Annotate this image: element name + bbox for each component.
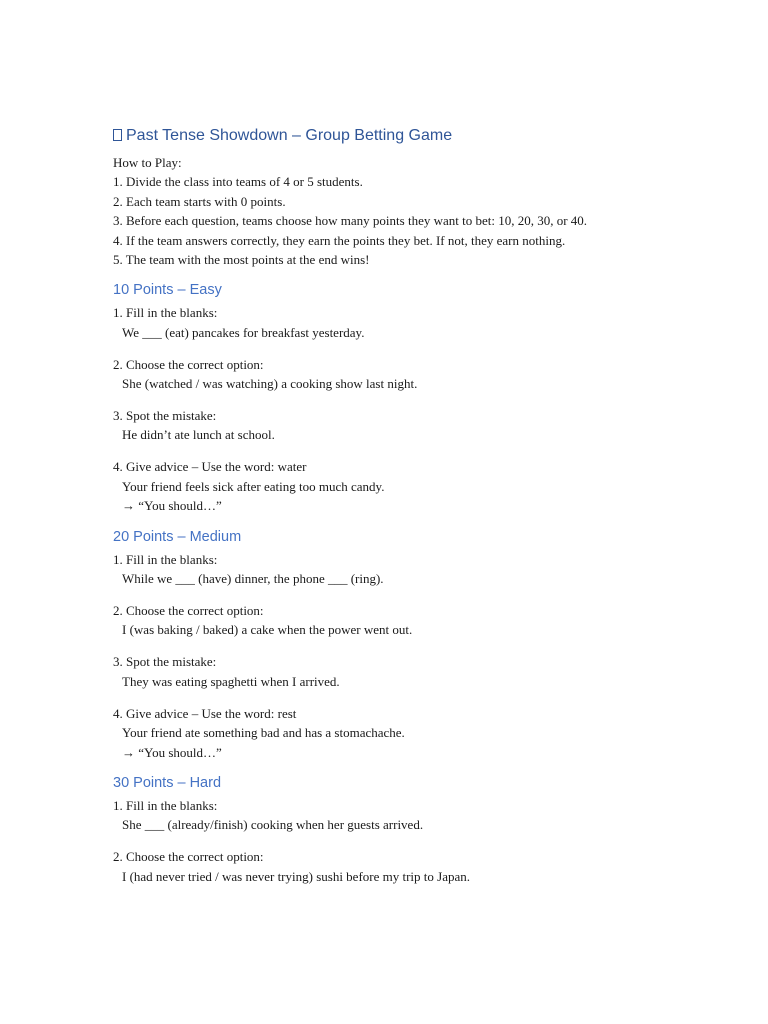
how-to-play-step: 1. Divide the class into teams of 4 or 5 students.	[113, 174, 363, 190]
question-prompt: 4. Give advice – Use the word: water	[113, 459, 307, 475]
question-prompt: 3. Spot the mistake:	[113, 408, 217, 424]
question-prompt: 2. Choose the correct option:	[113, 603, 264, 619]
how-to-play-step: 4. If the team answers correctly, they earn the points they bet. If not, they earn nothing.	[113, 232, 566, 248]
section-easy	[113, 279, 733, 515]
question-text: She ___ (already/finish) cooking when her guests arrived.	[122, 817, 424, 833]
section-heading: 30 Points – Hard	[113, 774, 222, 791]
document-page	[113, 125, 733, 886]
section-heading: 20 Points – Medium	[113, 528, 242, 545]
question-prompt: 4. Give advice – Use the word: rest	[113, 705, 297, 721]
how-to-play-step: 2. Each team starts with 0 points.	[113, 193, 286, 209]
question-text: I (had never tried / was never trying) sushi before my trip to Japan.	[122, 868, 471, 884]
question-text: They was eating spaghetti when I arrived.	[122, 673, 340, 689]
how-to-play-step: 3. Before each question, teams choose how many points they want to bet: 10, 20, 30, or 40.	[113, 213, 588, 229]
question-prompt: 1. Fill in the blanks:	[113, 305, 218, 321]
section-hard	[113, 772, 733, 886]
question-text: → “You should…”	[122, 498, 222, 514]
question-text: We ___ (eat) pancakes for breakfast yesterday.	[122, 324, 365, 340]
question-prompt: 1. Fill in the blanks:	[113, 797, 218, 813]
question-text: → “You should…”	[122, 744, 222, 760]
question-text: Your friend feels sick after eating too much candy.	[122, 478, 385, 494]
how-to-play	[113, 153, 733, 269]
question-prompt: 1. Fill in the blanks:	[113, 551, 218, 567]
section-heading: 10 Points – Easy	[113, 282, 222, 299]
how-to-play-step: 5. The team with the most points at the end wins!	[113, 251, 370, 267]
section-medium	[113, 526, 733, 762]
question-text: Your friend ate something bad and has a stomachache.	[122, 725, 405, 741]
question-prompt: 3. Spot the mistake:	[113, 654, 217, 670]
question-text: He didn’t ate lunch at school.	[122, 427, 275, 443]
emoji-placeholder-icon	[113, 129, 122, 141]
question-prompt: 2. Choose the correct option:	[113, 849, 264, 865]
question-text: I (was baking / baked) a cake when the power went out.	[122, 622, 413, 638]
how-to-play-heading: How to Play:	[113, 155, 182, 170]
document-title-text: Past Tense Showdown – Group Betting Game	[126, 127, 453, 144]
document-title	[113, 125, 733, 147]
question-prompt: 2. Choose the correct option:	[113, 356, 264, 372]
question-text: She (watched / was watching) a cooking show last night.	[122, 376, 418, 392]
question-text: While we ___ (have) dinner, the phone ___ (ring).	[122, 571, 384, 587]
